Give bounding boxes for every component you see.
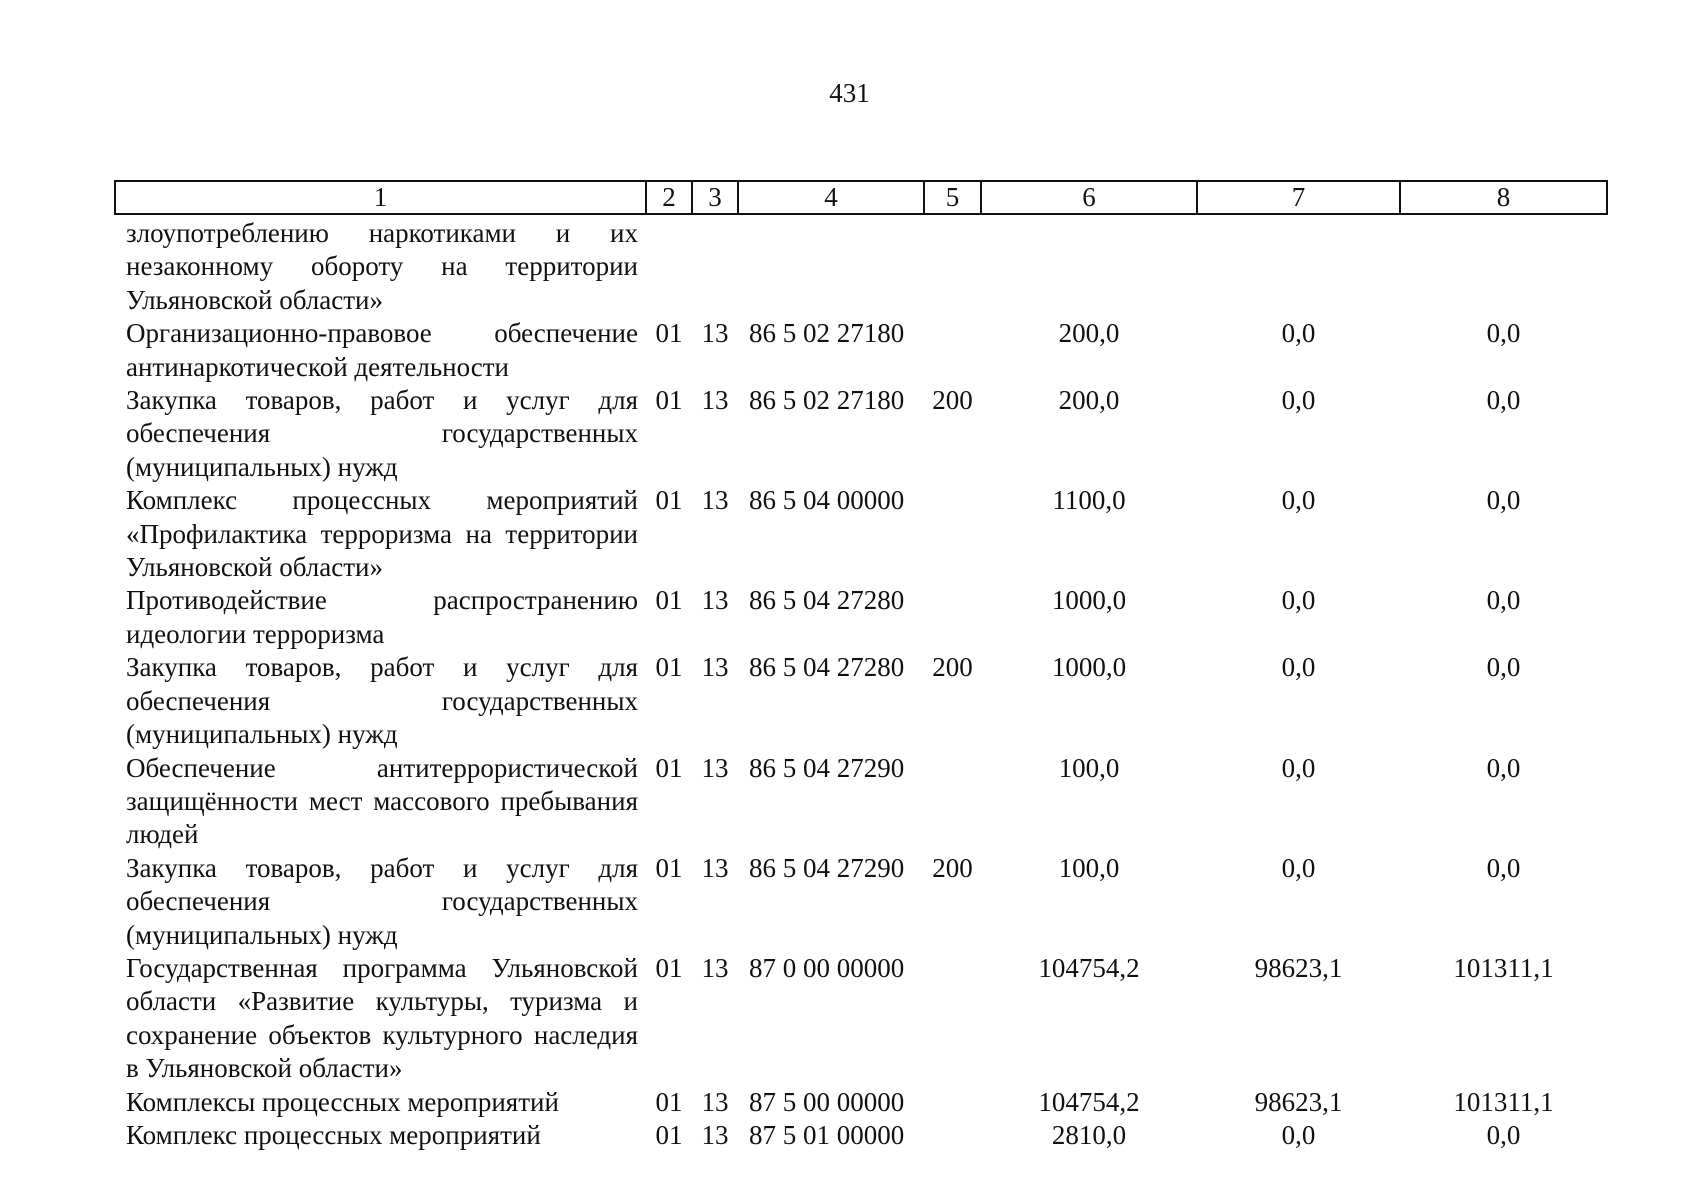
- item-name: Комплекс процессных мероприятий «Профилактика терроризма на территории Ульяновской области»: [126, 485, 638, 583]
- section-code: 01: [655, 385, 683, 416]
- header-col-8: 8: [1400, 181, 1607, 214]
- budget-table: [114, 180, 1608, 1152]
- amount-col-8: 101311,1: [1453, 952, 1554, 983]
- header-col-3: 3: [692, 181, 738, 214]
- header-col-2: 2: [646, 181, 692, 214]
- amount-col-8: [1400, 214, 1607, 317]
- section-code: 01: [655, 952, 683, 983]
- amount-col-7: 98623,1: [1254, 952, 1343, 983]
- table-row: [115, 584, 1607, 651]
- amount-col-6: 1000,0: [1051, 585, 1127, 616]
- amount-col-8: 0,0: [1486, 852, 1521, 883]
- target-article-code: [738, 214, 924, 317]
- table-row: [115, 952, 1607, 1086]
- amount-col-7: 0,0: [1281, 852, 1316, 883]
- expense-type-code: [924, 584, 981, 651]
- subsection-code: 13: [701, 952, 729, 983]
- section-code: 01: [655, 752, 683, 783]
- subsection-code: 13: [701, 318, 729, 349]
- amount-col-6: 104754,2: [1038, 952, 1140, 983]
- amount-col-7: 0,0: [1281, 652, 1316, 683]
- amount-col-6: 100,0: [1058, 852, 1120, 883]
- item-name: Государственная программа Ульяновской области «Развитие культуры, туризма и сохранение объектов культурного наследия в Ульяновской области»: [126, 952, 638, 1084]
- table-row: [115, 651, 1607, 751]
- target-article-code: 86 5 04 00000: [749, 485, 905, 516]
- target-article-code: 86 5 04 27290: [749, 752, 905, 783]
- subsection-code: 13: [701, 585, 729, 616]
- item-name: Комплекс процессных мероприятий: [126, 1119, 541, 1150]
- table-row: [115, 752, 1607, 852]
- expense-type-code: 200: [932, 385, 973, 416]
- amount-col-6: 104754,2: [1038, 1086, 1140, 1117]
- expense-type-code: 200: [932, 652, 973, 683]
- item-name: Закупка товаров, работ и услуг для обеспечения государственных (муниципальных) нужд: [126, 652, 638, 750]
- expense-type-code: [924, 752, 981, 852]
- amount-col-7: 0,0: [1281, 752, 1316, 783]
- header-col-4: 4: [738, 181, 924, 214]
- expense-type-code: [924, 214, 981, 317]
- amount-col-6: 2810,0: [1051, 1119, 1127, 1150]
- target-article-code: 86 5 04 27280: [749, 585, 905, 616]
- item-name: Комплексы процессных мероприятий: [126, 1086, 559, 1117]
- header-col-7: 7: [1197, 181, 1400, 214]
- subsection-code: 13: [701, 1086, 729, 1117]
- amount-col-6: 200,0: [1058, 385, 1120, 416]
- subsection-code: [692, 214, 738, 317]
- section-code: 01: [655, 852, 683, 883]
- page-number: 431: [829, 78, 870, 108]
- amount-col-7: 98623,1: [1254, 1086, 1343, 1117]
- amount-col-6: 1000,0: [1051, 652, 1127, 683]
- amount-col-8: 0,0: [1486, 585, 1521, 616]
- item-name: Организационно-правовое обеспечение антинаркотической деятельности: [126, 318, 638, 382]
- amount-col-8: 0,0: [1486, 652, 1521, 683]
- table-row: [115, 214, 1607, 317]
- amount-col-8: 101311,1: [1453, 1086, 1554, 1117]
- header-col-1: 1: [115, 181, 646, 214]
- table-row: [115, 484, 1607, 584]
- table-row: [115, 1086, 1607, 1119]
- table-body: [115, 214, 1607, 1152]
- target-article-code: 86 5 02 27180: [749, 318, 905, 349]
- amount-col-8: 0,0: [1486, 318, 1521, 349]
- subsection-code: 13: [701, 752, 729, 783]
- table-row: [115, 1119, 1607, 1152]
- amount-col-8: 0,0: [1486, 385, 1521, 416]
- item-name: Закупка товаров, работ и услуг для обеспечения государственных (муниципальных) нужд: [126, 852, 638, 950]
- target-article-code: 87 5 01 00000: [749, 1119, 905, 1150]
- expense-type-code: [924, 1119, 981, 1152]
- section-code: 01: [655, 318, 683, 349]
- table-header: [115, 181, 1607, 214]
- target-article-code: 86 5 04 27280: [749, 652, 905, 683]
- subsection-code: 13: [701, 852, 729, 883]
- table-row: [115, 384, 1607, 484]
- amount-col-7: 0,0: [1281, 385, 1316, 416]
- target-article-code: 86 5 02 27180: [749, 385, 905, 416]
- header-col-6: 6: [981, 181, 1197, 214]
- expense-type-code: [924, 952, 981, 1086]
- amount-col-7: 0,0: [1281, 1119, 1316, 1150]
- section-code: [646, 214, 692, 317]
- amount-col-7: 0,0: [1281, 318, 1316, 349]
- subsection-code: 13: [701, 652, 729, 683]
- subsection-code: 13: [701, 1119, 729, 1150]
- amount-col-6: 1100,0: [1052, 485, 1126, 516]
- item-name: злоупотреблению наркотиками и их незаконному обороту на территории Ульяновской области»: [126, 218, 638, 315]
- amount-col-6: [981, 214, 1197, 317]
- section-code: 01: [655, 1119, 683, 1150]
- section-code: 01: [655, 1086, 683, 1117]
- item-name: Закупка товаров, работ и услуг для обеспечения государственных (муниципальных) нужд: [126, 385, 638, 482]
- amount-col-7: 0,0: [1281, 585, 1316, 616]
- table-row: [115, 852, 1607, 952]
- amount-col-6: 200,0: [1058, 318, 1120, 349]
- amount-col-7: 0,0: [1281, 485, 1316, 516]
- section-code: 01: [655, 485, 683, 516]
- target-article-code: 87 0 00 00000: [749, 952, 905, 983]
- amount-col-8: 0,0: [1486, 752, 1521, 783]
- item-name: Противодействие распространению идеологии терроризма: [126, 585, 638, 649]
- expense-type-code: [924, 317, 981, 384]
- subsection-code: 13: [701, 385, 729, 416]
- expense-type-code: [924, 1086, 981, 1119]
- expense-type-code: [924, 484, 981, 584]
- table-row: [115, 317, 1607, 384]
- target-article-code: 87 5 00 00000: [749, 1086, 905, 1117]
- header-row: [115, 181, 1607, 214]
- item-name: Обеспечение антитеррористической защищённости мест массового пребывания людей: [126, 752, 638, 850]
- section-code: 01: [655, 585, 683, 616]
- section-code: 01: [655, 652, 683, 683]
- subsection-code: 13: [701, 485, 729, 516]
- target-article-code: 86 5 04 27290: [749, 852, 905, 883]
- header-col-5: 5: [924, 181, 981, 214]
- amount-col-8: 0,0: [1486, 485, 1521, 516]
- expense-type-code: 200: [932, 852, 973, 883]
- amount-col-6: 100,0: [1058, 752, 1120, 783]
- amount-col-8: 0,0: [1486, 1119, 1521, 1150]
- amount-col-7: [1197, 214, 1400, 317]
